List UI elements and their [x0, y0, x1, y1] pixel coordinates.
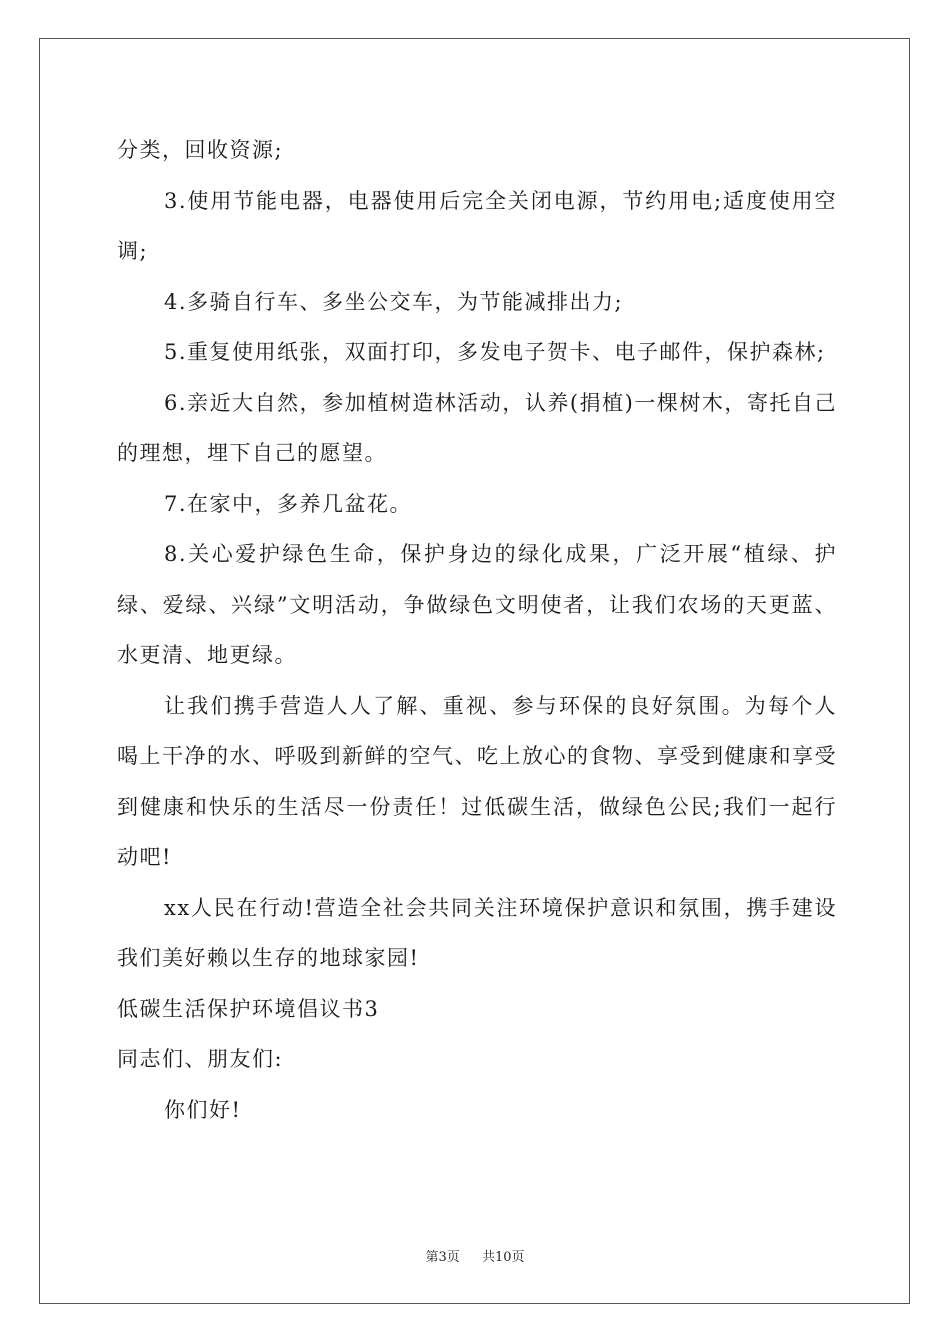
paragraph-7: 8.关心爱护绿色生命，保护身边的绿化成果，广泛开展“植绿、护绿、爱绿、兴绿”文明活动，争做绿色文明使者，让我们农场的天更蓝、水更清、地更绿。	[117, 542, 837, 667]
salutation: 同志们、朋友们:	[117, 1047, 284, 1071]
page-footer	[0, 1246, 950, 1265]
document-body	[117, 125, 837, 1135]
paragraph-8: 让我们携手营造人人了解、重视、参与环保的良好氛围。为每个人喝上干净的水、呼吸到新鲜的空气、吃上放心的食物、享受到健康和享受到健康和快乐的生活尽一份责任！过低碳生活，做绿色公民;我们一起行动吧!	[117, 693, 837, 869]
paragraph-4: 5.重复使用纸张，双面打印，多发电子贺卡、电子邮件，保护森林;	[164, 340, 826, 364]
paragraph-6: 7.在家中，多养几盆花。	[164, 491, 413, 516]
page-total: 共10页	[482, 1250, 525, 1265]
paragraph-2: 3.使用节能电器，电器使用后完全关闭电源，节约用电;适度使用空调;	[117, 188, 837, 263]
page-number: 第3页	[425, 1250, 460, 1265]
paragraph-1: 分类，回收资源;	[117, 138, 284, 162]
paragraph-5: 6.亲近大自然，参加植树造林活动，认养(捐植)一棵树木，寄托自己的理想，埋下自己的愿望。	[117, 390, 837, 465]
greeting: 你们好!	[164, 1097, 242, 1122]
paragraph-9: xx人民在行动!营造全社会共同关注环境保护意识和氛围，携手建设我们美好赖以生存的地球家园!	[117, 895, 837, 970]
paragraph-3: 4.多骑自行车、多坐公交车，为节能减排出力;	[164, 289, 624, 314]
section-title: 低碳生活保护环境倡议书3	[117, 996, 380, 1021]
